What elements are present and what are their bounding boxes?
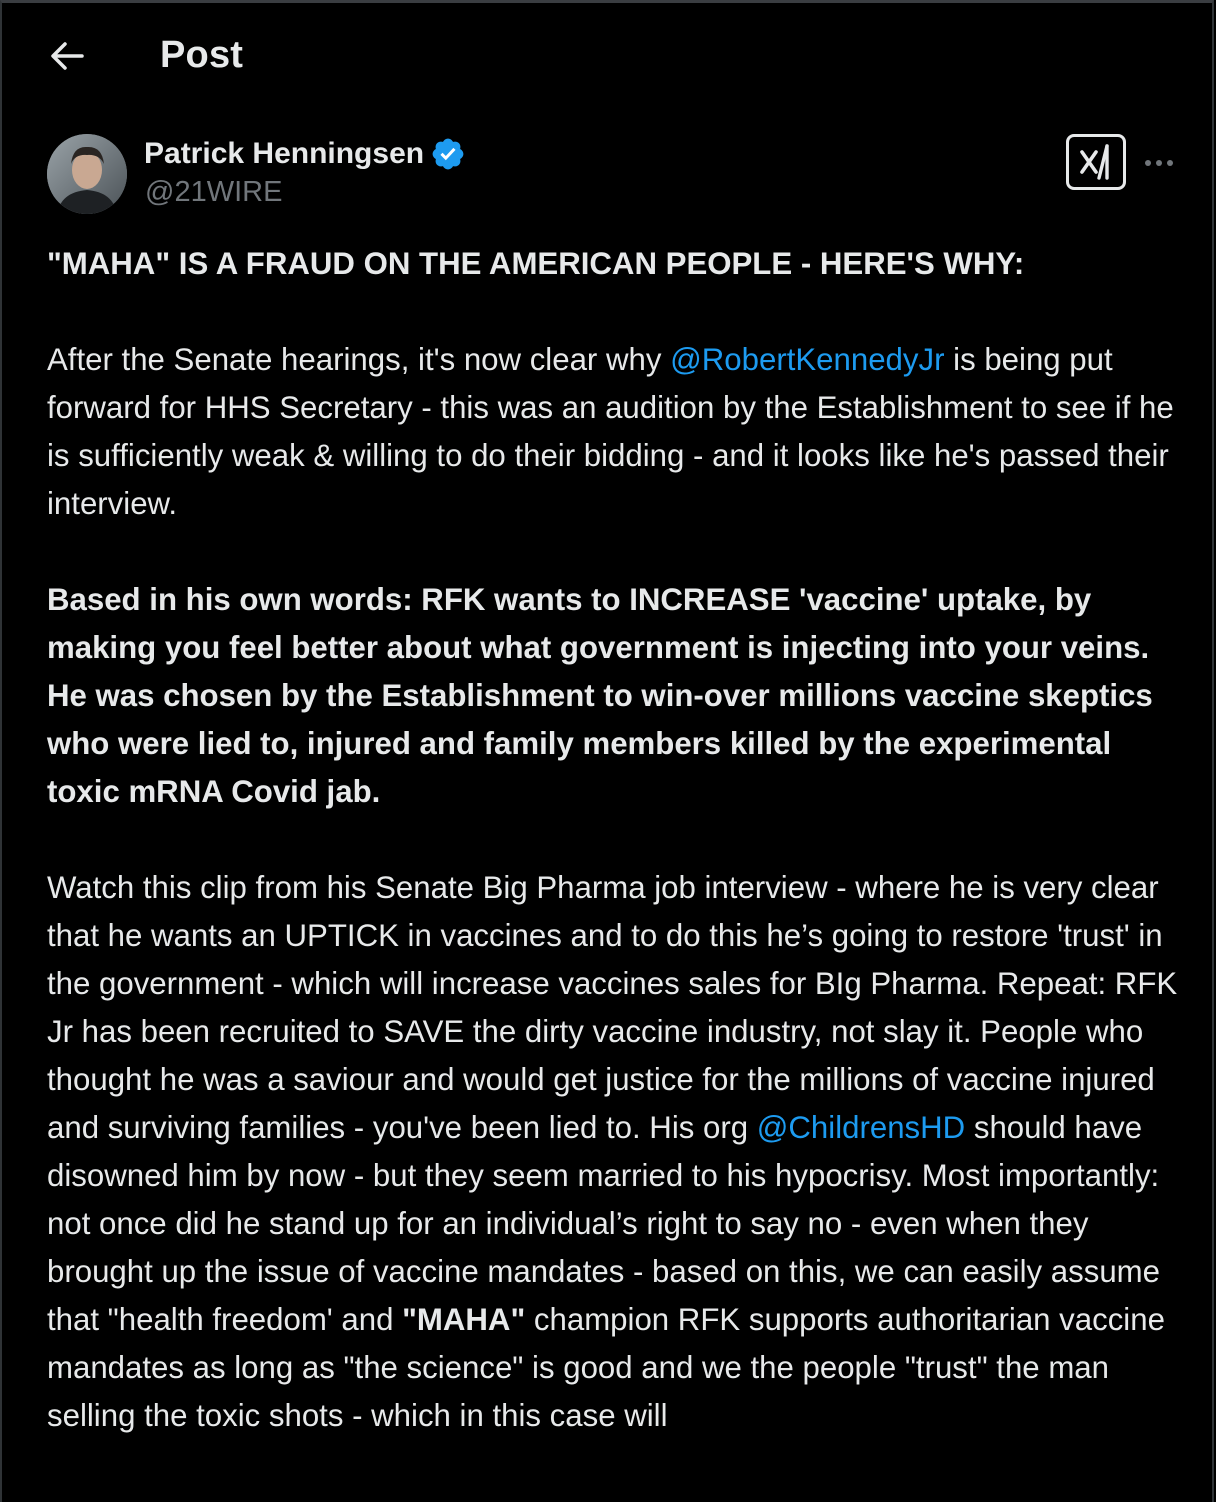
page-title: Post xyxy=(160,34,244,76)
verified-badge-icon xyxy=(430,136,466,172)
p3-text-part2: should have disowned him by now - but they seem married to his hypocrisy. Most importantly: not once did he stand up for an individual’s right to say no - even when they brought up the issue of vaccine mandates - based on this, we can easily assume that "health freedom' and xyxy=(47,1110,1160,1337)
p3-text-part1: Watch this clip from his Senate Big Pharma job interview - where he is very clear that he wants an UPTICK in vaccines and to do this he’s going to restore 'trust' in the government - which will increase vaccines sales for BIg Pharma. Repeat: RFK Jr has been recruited to SAVE the dirty vaccine industry, not slay it. People who thought he was a saviour and would get justice for the millions of vaccine injured and surviving families - you've been lied to. His org xyxy=(47,870,1178,1145)
p3-text-part3: champion RFK supports authoritarian vaccine mandates as long as "the science" is good and we the people "trust" the man selling the toxic shots - which in this case will xyxy=(47,1302,1165,1433)
arrow-left-icon xyxy=(50,41,84,71)
author-name[interactable] xyxy=(144,136,466,172)
post-paragraph-2: Based in his own words: RFK wants to INCREASE 'vaccine' uptake, by making you feel better about what government is injecting into your veins. He was chosen by the Establishment to win-over millions vaccine skeptics who were lied to, injured and family members killed by the experimental toxic mRNA Covid jab. xyxy=(47,582,1153,809)
p3-text-strong: "MAHA" xyxy=(402,1302,526,1337)
post-headline: "MAHA" IS A FRAUD ON THE AMERICAN PEOPLE - HERE'S WHY: xyxy=(47,246,1025,281)
avatar[interactable] xyxy=(47,134,127,214)
more-options-button[interactable] xyxy=(1140,148,1180,178)
post-text xyxy=(47,240,1187,1488)
author-name-text: Patrick Henningsen xyxy=(144,137,425,170)
mention-link-robertkennedyjr[interactable]: @RobertKennedyJr xyxy=(670,342,945,377)
grok-icon xyxy=(1069,137,1123,187)
author-handle[interactable]: @21WIRE xyxy=(145,176,283,208)
mention-link-childrenshd[interactable]: @ChildrensHD xyxy=(756,1110,966,1145)
post-paragraph-1 xyxy=(47,336,1187,528)
grok-button[interactable] xyxy=(1066,134,1126,190)
p1-text-before: After the Senate hearings, it's now clear why xyxy=(47,342,671,377)
post-header xyxy=(0,3,1216,107)
more-horizontal-icon xyxy=(1140,148,1180,178)
avatar-image xyxy=(47,134,127,214)
post-paragraph-3 xyxy=(47,864,1187,1440)
p1-text-after: is being put forward for HHS Secretary - this was an audition by the Establishment to see if he is sufficiently weak & willing to do their bidding - and it looks like he's passed their interview. xyxy=(47,342,1174,521)
back-button[interactable] xyxy=(44,33,90,79)
